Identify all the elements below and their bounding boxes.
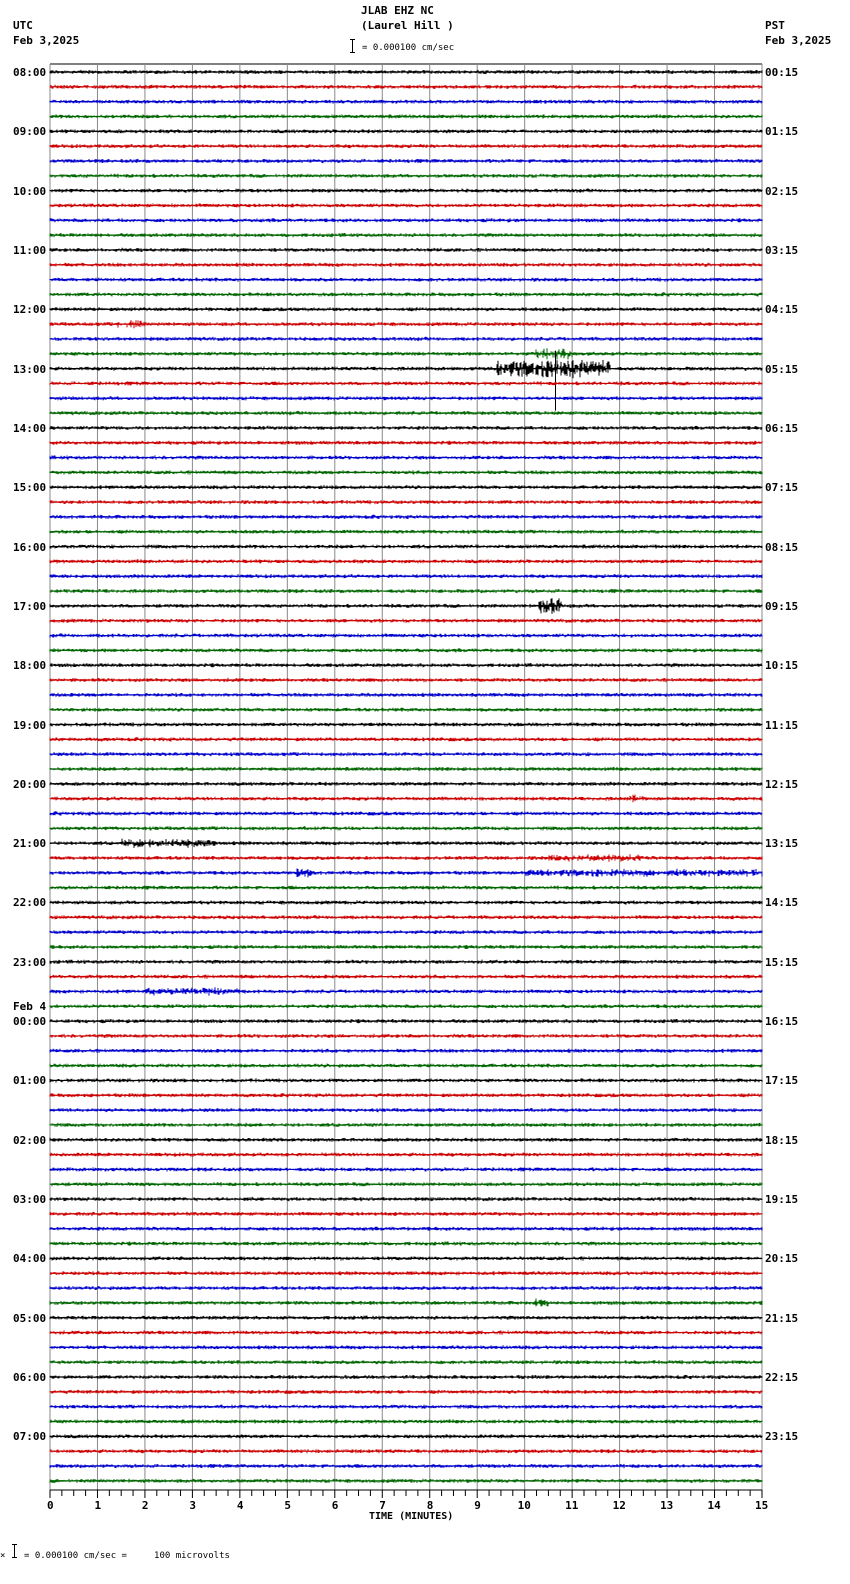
utc-hour-label: 03:00	[13, 1193, 47, 1207]
x-tick-label: 0	[47, 1499, 54, 1512]
utc-hour-label: 17:00	[13, 599, 47, 613]
pst-hour-label: 07:15	[765, 481, 799, 495]
x-tick-label: 12	[612, 1499, 626, 1512]
pst-hour-label: 01:15	[765, 125, 799, 139]
pst-hour-label: 02:15	[765, 184, 799, 198]
utc-hour-label: 05:00	[13, 1311, 47, 1325]
pst-hour-label: 14:15	[765, 896, 799, 910]
x-tick-label: 14	[707, 1499, 721, 1512]
pst-hour-label: 04:15	[765, 303, 799, 317]
pst-hour-label: 19:15	[765, 1193, 799, 1207]
seismic-trace	[50, 351, 762, 411]
pst-hour-label: 12:15	[765, 777, 799, 791]
utc-hour-label: 14:00	[13, 421, 47, 435]
x-tick-label: 7	[379, 1499, 386, 1512]
pst-hour-label: 20:15	[765, 1252, 799, 1266]
utc-hour-label: 08:00	[13, 66, 47, 79]
left-timezone: UTC	[13, 19, 33, 32]
scale-text: = 0.000100 cm/sec	[362, 43, 455, 53]
utc-hour-label: 22:00	[13, 896, 47, 910]
pst-hour-label: 06:15	[765, 421, 799, 435]
utc-hour-label: 01:00	[13, 1074, 47, 1088]
pst-hour-label: 23:15	[765, 1430, 799, 1444]
utc-hour-label: 19:00	[13, 718, 47, 732]
scale-bar-icon	[352, 39, 353, 53]
x-tick-label: 1	[94, 1499, 102, 1512]
pst-hour-label: 15:15	[765, 955, 799, 969]
left-date: Feb 3,2025	[13, 34, 80, 47]
utc-hour-label: 18:00	[13, 659, 47, 673]
utc-hour-label: 09:00	[13, 125, 47, 139]
x-axis-title: TIME (MINUTES)	[369, 1511, 454, 1522]
pst-hour-label: 03:15	[765, 243, 799, 257]
x-tick-label: 8	[426, 1499, 434, 1512]
x-tick-label: 15	[755, 1499, 769, 1512]
pst-hour-label: 22:15	[765, 1371, 799, 1385]
utc-hour-label: 02:00	[13, 1133, 47, 1147]
x-tick-label: 13	[660, 1499, 674, 1512]
x-tick-label: 10	[517, 1499, 531, 1512]
footer-scale-text: = 0.000100 cm/sec = 100 microvolts	[24, 1551, 230, 1561]
x-tick-label: 4	[236, 1499, 244, 1512]
pst-hour-label: 16:15	[765, 1015, 799, 1029]
pst-hour-label: 21:15	[765, 1311, 799, 1325]
pst-hour-label: 00:15	[765, 66, 799, 79]
pst-hour-label: 17:15	[765, 1074, 799, 1088]
station-location: (Laurel Hill )	[361, 19, 454, 32]
station-title: JLAB EHZ NC	[361, 4, 434, 17]
utc-hour-label: 11:00	[13, 243, 47, 257]
right-timezone: PST	[765, 19, 785, 32]
right-date: Feb 3,2025	[765, 34, 832, 47]
utc-hour-label: 10:00	[13, 184, 47, 198]
pst-hour-label: 09:15	[765, 599, 799, 613]
x-tick-label: 9	[474, 1499, 481, 1512]
utc-hour-label: 21:00	[13, 837, 47, 851]
utc-hour-label: 04:00	[13, 1252, 47, 1266]
utc-hour-label: 00:00	[13, 1015, 47, 1029]
pst-hour-label: 11:15	[765, 718, 799, 732]
x-tick-label: 2	[141, 1499, 149, 1512]
utc-hour-label: 13:00	[13, 362, 47, 376]
pst-hour-label: 18:15	[765, 1133, 799, 1147]
utc-hour-label: 12:00	[13, 303, 47, 317]
pst-hour-label: 13:15	[765, 837, 799, 851]
utc-hour-label: 23:00	[13, 955, 47, 969]
utc-hour-label: 06:00	[13, 1371, 47, 1385]
utc-hour-label: 07:00	[13, 1430, 47, 1444]
x-tick-label: 11	[565, 1499, 579, 1512]
pst-hour-label: 05:15	[765, 362, 799, 376]
x-tick-label: 6	[331, 1499, 339, 1512]
utc-hour-label: 16:00	[13, 540, 47, 554]
footer-mark: ×	[0, 1551, 6, 1561]
pst-hour-label: 08:15	[765, 540, 799, 554]
footer-scale-bar-icon	[14, 1544, 15, 1558]
pst-hour-label: 10:15	[765, 659, 799, 673]
utc-hour-label: 15:00	[13, 481, 47, 495]
x-tick-label: 3	[189, 1499, 197, 1512]
utc-hour-label: 20:00	[13, 777, 47, 791]
date-change-label: Feb 4	[13, 1000, 47, 1014]
x-tick-label: 5	[284, 1499, 291, 1512]
